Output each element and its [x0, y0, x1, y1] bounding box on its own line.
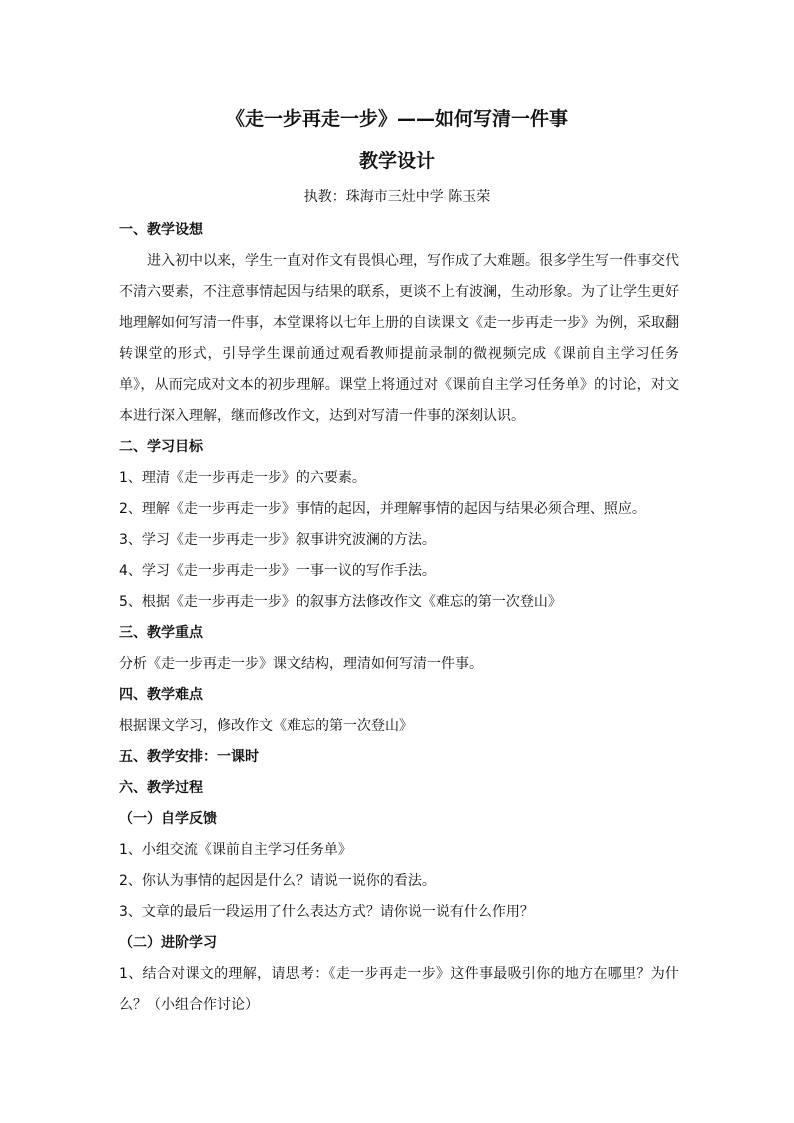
goal-item: 2、理解《走一步再走一步》事情的起因，并理解事情的起因与结果必须合理、照应。 [119, 501, 646, 517]
section-3-text: 分析《走一步再走一步》课文结构，理清如何写清一件事。 [119, 656, 483, 672]
section-heading-5: 五、教学安排：一课时 [119, 749, 259, 765]
section-1-paragraph: 进入初中以来，学生一直对作文有畏惧心理，写作成了大难题。很多学生写一件事交代不清六要素，不注意事情起因与结果的联系，更谈不上有波澜，生动形象。为了让学生更好地理解如何写清一件事，本堂课将以七年上册的自读课文《走一步再走一步》为例，采取翻转课堂的形式，引导学生课前通过观看教师提前录制的微视频完成《课前自主学习任务单》，从而完成对文本的初步理解。课堂上将通过对《课前自主学习任务单》的讨论，对文本进行深入理解，继而修改作文，达到对写清一件事的深刻认识。 [119, 253, 679, 424]
subsection-heading-1: （一）自学反馈 [119, 811, 217, 827]
document-body [119, 215, 679, 1021]
section-heading-2: 二、学习目标 [119, 439, 203, 455]
goal-item: 3、学习《走一步再走一步》叙事讲究波澜的方法。 [119, 532, 436, 548]
section-heading-3: 三、教学重点 [119, 625, 203, 641]
section-heading-1: 一、教学设想 [119, 222, 203, 238]
section-4-text: 根据课文学习，修改作文《难忘的第一次登山》 [119, 718, 413, 734]
document-subtitle: 教学设计 [358, 150, 435, 172]
goal-item: 5、根据《走一步再走一步》的叙事方法修改作文《难忘的第一次登山》 [119, 594, 562, 610]
process-item: 1、小组交流《课前自主学习任务单》 [119, 842, 352, 858]
goal-item: 4、学习《走一步再走一步》一事一议的写作手法。 [119, 563, 436, 579]
subsection-heading-2: （二）进阶学习 [119, 935, 217, 951]
goal-item: 1、理清《走一步再走一步》的六要素。 [119, 470, 366, 486]
advanced-item: 1、结合对课文的理解，请思考：《走一步再走一步》这件事最吸引你的地方在哪里？为什么？（小组合作讨论） [119, 966, 679, 1013]
document-title: 《走一步再走一步》——如何写清一件事 [225, 108, 568, 130]
process-item: 2、你认为事情的起因是什么？请说一说你的看法。 [119, 873, 436, 889]
process-item: 3、文章的最后一段运用了什么表达方式？请你说一说有什么作用？ [119, 904, 534, 920]
section-heading-4: 四、教学难点 [119, 687, 203, 703]
section-heading-6: 六、教学过程 [119, 780, 203, 796]
author-line: 执教：珠海市三灶中学 陈玉荣 [303, 189, 491, 205]
